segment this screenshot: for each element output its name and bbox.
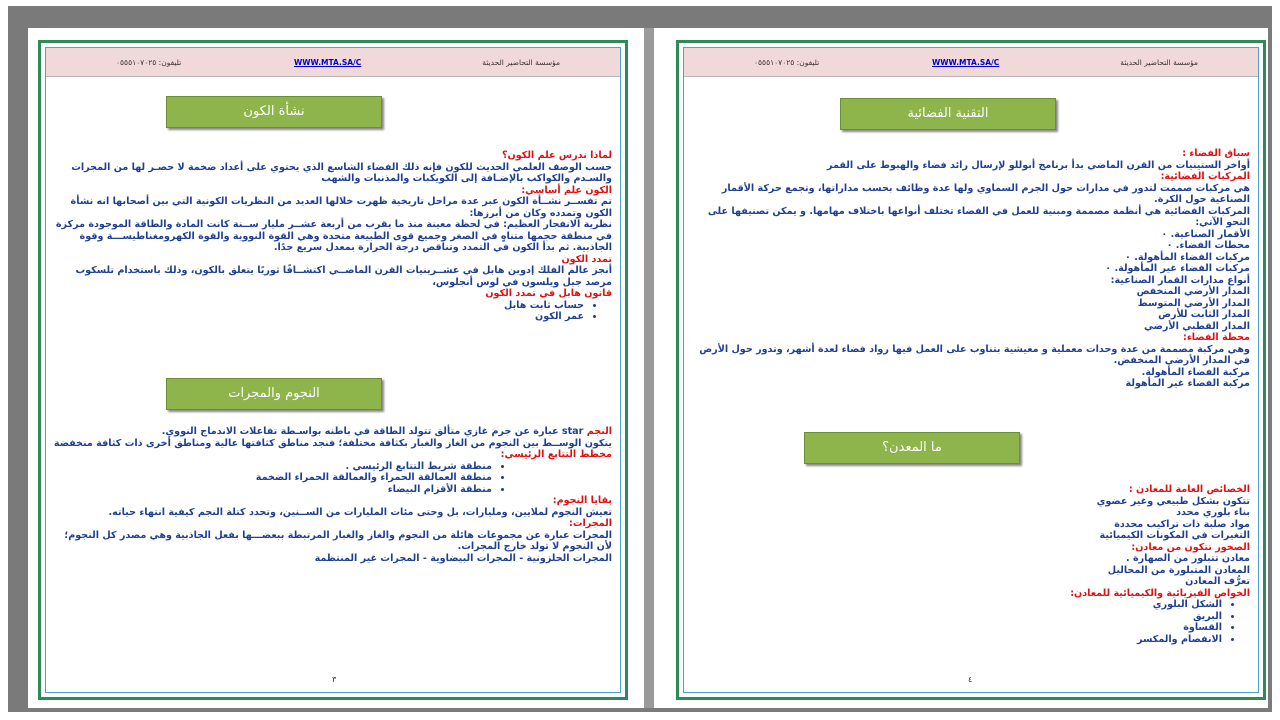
line: تتكون بشكل طبيعي وغير عضوي (1096, 495, 1250, 507)
outer-frame (8, 6, 1272, 712)
left-page-border (45, 47, 621, 693)
line: الأقمار الصناعية. ٠ (1161, 228, 1250, 240)
paragraph: حسب الوصف العلمي الحديث للكون فإنه ذلك الفضاء الشاسع الذي يحتوي على أعداد ضخمة لا حصـر لها من المجرات والسـدم والكواكب بالإضـافة إلى الكويكبات والمذنبات والشهب (71, 161, 612, 184)
list-item: • الانفصام والمكسر (690, 634, 1222, 646)
bullet-list (52, 461, 612, 496)
section-title: النجوم والمجرات (166, 378, 382, 410)
subheading: مخطط التتابع الرئيسي: (500, 449, 612, 460)
paragraph: أواخر الستينيات من القرن الماضي بدأ برنامج أبوللو لإرسال رائد فضاء والهبوط على القمر (826, 159, 1250, 171)
subheading: بقايا النجوم: (552, 495, 612, 506)
paragraph: المجرات الحلزونية - المجرات البيضاوية - المجرات غير المنتظمة (314, 552, 612, 564)
list-item: • عمر الكون (52, 311, 584, 323)
right-section2-body (690, 484, 1250, 645)
header-phone: تليفون: ٠٥٥٥١٠٧٠٢٥ (754, 58, 820, 67)
star-label: النجم (586, 426, 612, 437)
line: مركبة الفضاء غير المأهولة (1125, 378, 1250, 389)
line: المدار القطبي الأرضي (1143, 320, 1250, 332)
header-url-link[interactable]: WWW.MTA.SA/C (932, 58, 1000, 67)
line: بناء بلوري محدد (1176, 507, 1250, 518)
header-phone: تليفون: ٠٥٥٥١٠٧٠٢٥ (116, 58, 182, 67)
left-page (38, 40, 628, 700)
subheading: الخصائص العامة للمعادن : (1128, 484, 1250, 495)
header-url-link[interactable]: WWW.MTA.SA/C (294, 58, 362, 67)
bullet-list (690, 599, 1250, 645)
line: المدار الأرضي المتوسط (1137, 297, 1250, 309)
line: تعرُّف المعادن (1185, 576, 1250, 587)
list-item: • منطقة العمالقة الحمراء والعمالقة الحمراء الضخمة (52, 472, 492, 484)
paragraph: تم تفســر نشــأة الكون عبر عدة مراحل تاريخية ظهرت خلالها العديد من النظريات الكونية التي بين أصحابها انه نشأة الكون وتمدده وكان من أبرزها: (70, 196, 612, 219)
subheading: قانون هابل في تمدد الكون (485, 288, 612, 299)
subheading: الخواص الفيزيائية والكيميائية للمعادن: (1070, 587, 1250, 599)
bullet-list (52, 300, 612, 323)
subheading: تمدد الكون (561, 253, 612, 265)
line: المدار الأرضي المنخفض (1136, 286, 1250, 297)
line: المعادن المتبلورة من المحاليل (1107, 564, 1250, 576)
subheading: المجرات: (569, 518, 612, 529)
header-org: مؤسسة التحاضير الحديثة (482, 58, 560, 67)
subheading: سباق الفضاء : (1182, 148, 1250, 159)
header-org: مؤسسة التحاضير الحديثة (1120, 58, 1198, 67)
section-title: ما المعدن؟ (804, 432, 1020, 464)
section-title: نشأة الكون (166, 96, 382, 128)
left-page-header (46, 48, 620, 77)
star-en: star (561, 426, 584, 437)
paragraph: نظرية الانفجار العظيم: في لحظة معينة منذ ما يقرب من أربعة عشــر مليار ســنة كانت المادة والطاقة الموجودة مركزة في منطقة حجمها متناهٍ في الصغر وجميع قوى الطبيعة متحدة وهي القوة النووية والقوة الكهرومغناطيســـة وقوة الجاذبية. ثم بدأ الكون في التمدد وتناقص درجة الحرارة بمعدل سريع جدًا. (55, 219, 612, 253)
subheading: المركبات الفضائية: (1160, 171, 1250, 182)
subheading: الصخور تتكون من معادن: (1131, 541, 1250, 553)
paragraph: أنجز عالم الفلك إدوين هابل في عشــرينيات القرن الماضــي اكتشــافًا ثوريًا يتعلق بالكون، وذلك باستخدام تلسكوب مرصد جبل ويلسون في لوس أنجلوس، (75, 265, 612, 288)
subheading: الكون علم أساسي: (521, 184, 612, 196)
paragraph: تعيش النجوم لملايين، ومليارات، بل وحتى مئات المليارات من الســنين، وتحدد كتلة النجم كيفية انتهاء حياته. (108, 506, 612, 518)
page-spine (644, 28, 654, 708)
section-title: التقنية الفضائية (840, 98, 1056, 130)
book-spread (28, 28, 1268, 708)
paragraph: هي مركبات صممت لتدور في مدارات حول الجرم السماوي ولها عدة وظائف بحسب مداراتها، وتجمع حركة الأقمار الصناعية حول الكرة. (721, 182, 1250, 205)
left-section2-body (52, 426, 612, 564)
line: مركبات الفضاء غير المأهولة. ٠ (1105, 263, 1250, 274)
list-item: • القساوة (690, 622, 1222, 634)
line: مركبات الفضاء المأهولة. ٠ (1125, 251, 1250, 263)
line: محطات الفضاء. ٠ (1166, 240, 1250, 251)
paragraph: المركبات الفضائية هي أنظمة مصممة ومبنية للعمل في الفضاء تختلف أنواعها باختلاف مهامها. و يمكن تصنيفها على النحو الآتي: (707, 205, 1250, 228)
paragraph: المجرات عبارة عن مجموعات هائلة من النجوم والغاز والغبار المرتبطة ببعضـــها بفعل الجاذبية وهي مصدر كل النجوم؛ لأن النجوم لا تولد خارج المجرات. (64, 529, 612, 552)
right-page-header (684, 48, 1258, 77)
subheading: محطة الفضاء: (1183, 332, 1250, 343)
line: معادن تتبلور من الصهارة . (1125, 553, 1250, 564)
paragraph: وهي مركبة مصممة من عدة وحدات معملية و معيشية بتناوب على العمل فيها رواد فضاء لعدة أشهر، وتدور حول الأرض في المدار الأرضي المنخفض. (699, 343, 1250, 366)
list-item: • البريق (690, 611, 1222, 623)
paragraph: يتكون الوســط بين النجوم من الغاز والغبار بكثافة مختلفة؛ فنجد مناطق كثافتها عالية ومناطق أخرى ذات كثافة منخفضة (53, 437, 612, 449)
right-section1-body (690, 148, 1250, 390)
list-item: • منطقة الأقزام البيضاء (52, 484, 492, 496)
list-item: • الشكل البلوري (690, 599, 1222, 611)
page-number: ٤ (968, 675, 973, 684)
list-item: • حساب ثابت هابل (52, 300, 584, 312)
right-page (676, 40, 1266, 700)
line: أنواع مدارات القمار الصناعية: (1110, 274, 1250, 286)
line: المدار الثابت للأرض (1158, 309, 1250, 320)
star-text: عبارة عن جرم غازي متألق تتولد الطاقة في باطنه بواسـطة تفاعلات الاندماج النووي. (161, 426, 559, 437)
question-heading: لماذا ندرس علم الكون؟ (501, 150, 612, 161)
list-item: • منطقة شريط التتابع الرئيسي . (52, 461, 492, 473)
paragraph (52, 426, 612, 438)
line: مواد صلبة ذات تراكيب محددة (1114, 518, 1250, 530)
left-section1-body (52, 150, 612, 323)
page-number: ٣ (332, 675, 337, 684)
right-page-border (683, 47, 1259, 693)
line: التغيرات في المكونات الكيميائية (1099, 530, 1250, 541)
line: مركبة الفضاء المأهولة. (1141, 366, 1250, 378)
